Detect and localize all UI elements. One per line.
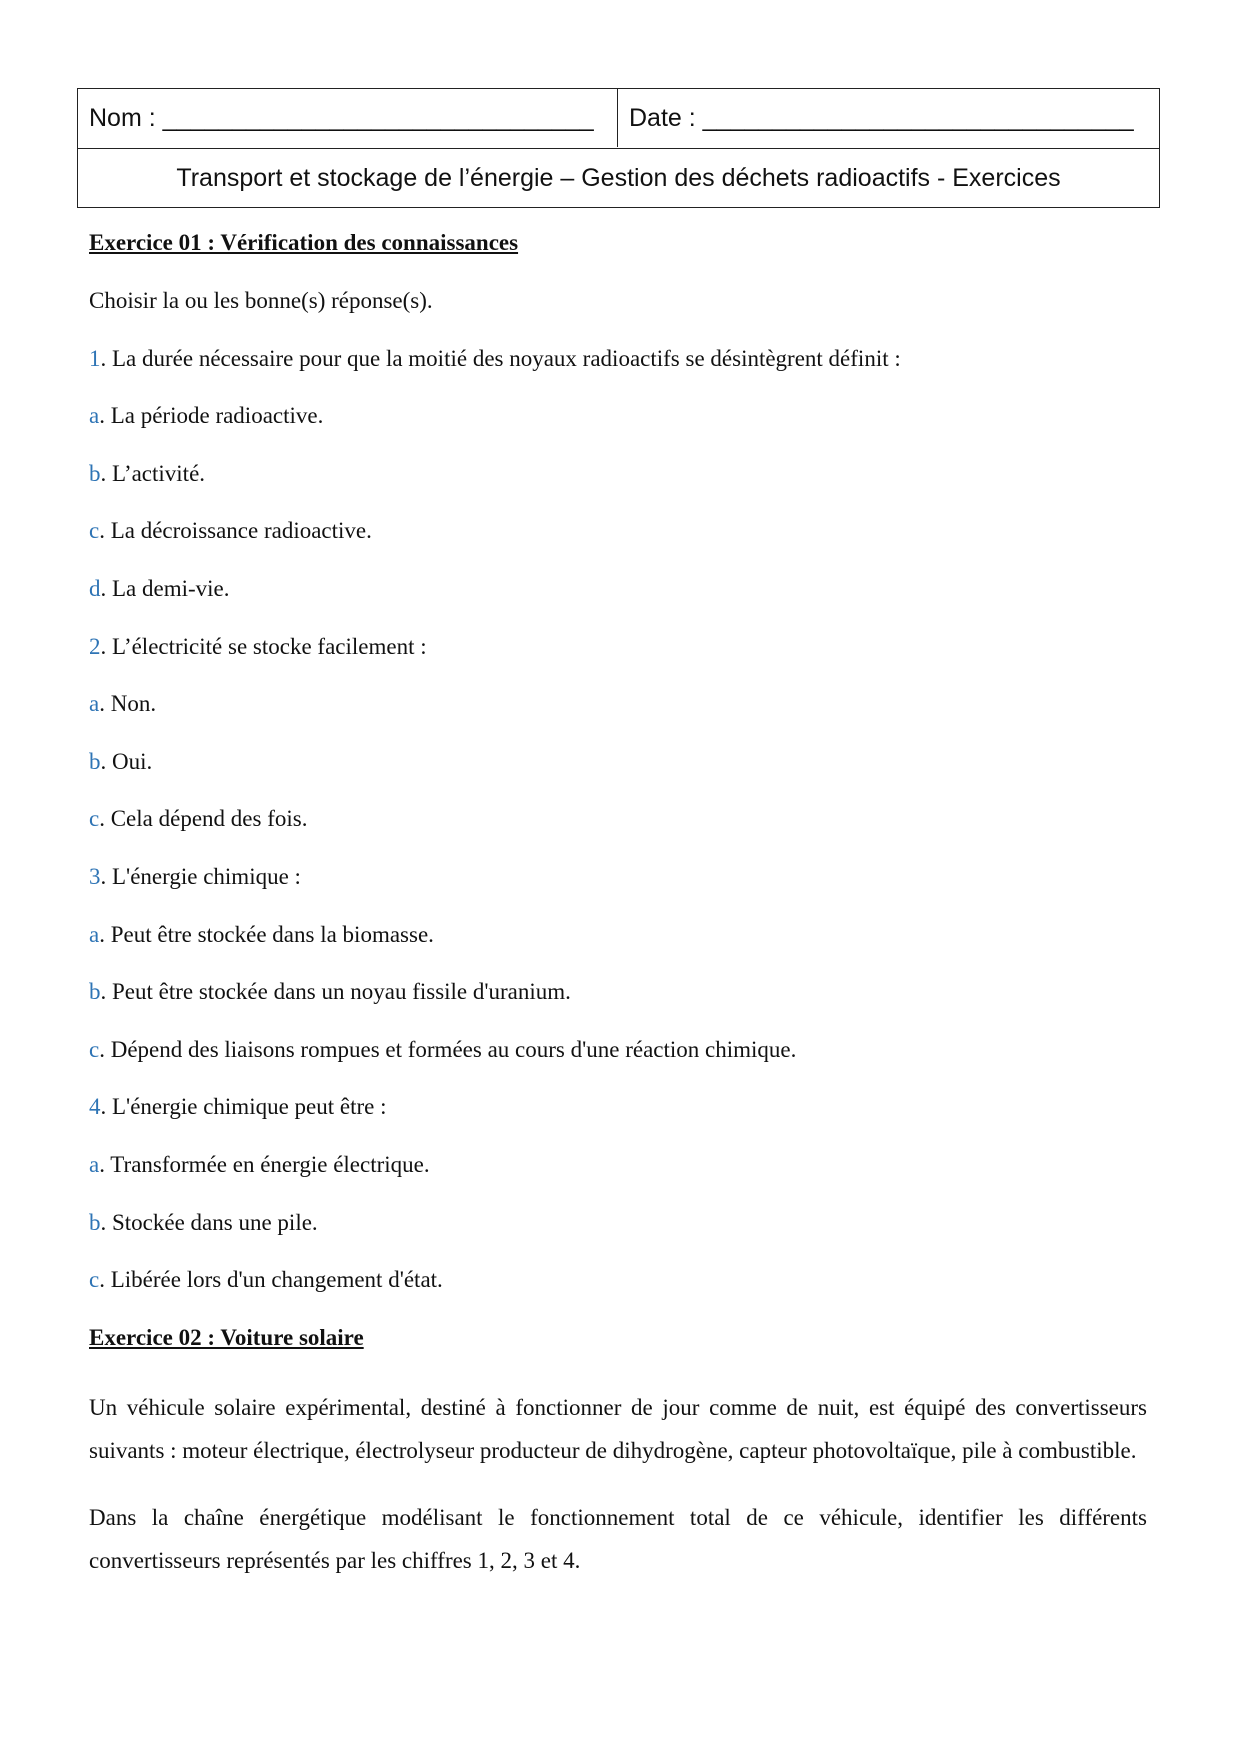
option-letter: c <box>89 806 100 832</box>
exercise2-paragraph-2: Dans la chaîne énergétique modélisant le fonctionnement total de ce véhicule, identifier les différents convertisseurs représentés par les chiffres 1, 2, 3 et 4. <box>89 1505 1147 1574</box>
q3-option-a <box>89 906 1147 964</box>
q4-option-c <box>89 1251 1147 1309</box>
option-letter: b <box>89 460 101 486</box>
option-text: . Oui. <box>100 748 153 774</box>
date-field: Date : _______________________________ <box>629 104 1134 132</box>
exercise1-instruction: Choisir la ou les bonne(s) réponse(s). <box>89 288 433 313</box>
option-text: . La demi-vie. <box>100 575 230 601</box>
option-text: . Peut être stockée dans un noyau fissile d'uranium. <box>100 979 571 1005</box>
q4-option-a <box>89 1136 1147 1194</box>
header-row-identity <box>78 89 1159 149</box>
option-letter: c <box>89 1036 100 1062</box>
option-letter: b <box>89 748 101 774</box>
option-letter: d <box>89 575 101 601</box>
question-number: 3 <box>89 863 101 889</box>
worksheet-content <box>89 228 1147 1582</box>
question-number: 2 <box>89 633 101 659</box>
question-4 <box>89 1078 1147 1136</box>
question-text: . L'énergie chimique : <box>100 863 301 889</box>
option-text: . L’activité. <box>100 460 206 486</box>
option-letter: a <box>89 691 100 717</box>
option-text: . Peut être stockée dans la biomasse. <box>99 921 434 947</box>
question-2 <box>89 618 1147 676</box>
option-text: . Transformée en énergie électrique. <box>99 1151 430 1177</box>
question-text: . La durée nécessaire pour que la moitié des noyaux radioactifs se désintègrent définit : <box>100 345 901 371</box>
option-letter: a <box>89 1151 100 1177</box>
question-3 <box>89 848 1147 906</box>
q4-option-b <box>89 1194 1147 1252</box>
option-text: . Stockée dans une pile. <box>100 1209 318 1235</box>
header-table <box>77 88 1160 208</box>
question-text: . L’électricité se stocke facilement : <box>100 633 427 659</box>
q1-option-a <box>89 387 1147 445</box>
exercise1-title: Exercice 01 : Vérification des connaissances <box>89 230 519 255</box>
question-number: 1 <box>89 345 101 371</box>
option-letter: a <box>89 403 100 429</box>
option-letter: c <box>89 518 100 544</box>
question-1 <box>89 330 1147 388</box>
option-text: . Cela dépend des fois. <box>99 806 308 832</box>
name-field: Nom : _______________________________ <box>78 89 618 147</box>
q3-option-c <box>89 1021 1147 1079</box>
q2-option-a <box>89 675 1147 733</box>
q2-option-c <box>89 790 1147 848</box>
q1-option-b <box>89 445 1147 503</box>
option-letter: a <box>89 921 100 947</box>
q2-option-b <box>89 733 1147 791</box>
option-text: . Libérée lors d'un changement d'état. <box>99 1267 443 1293</box>
q3-option-b <box>89 963 1147 1021</box>
worksheet-title: Transport et stockage de l’énergie – Gestion des déchets radioactifs - Exercices <box>176 164 1061 192</box>
question-text: . L'énergie chimique peut être : <box>100 1094 387 1120</box>
option-text: . La période radioactive. <box>99 403 324 429</box>
question-number: 4 <box>89 1094 101 1120</box>
option-text: . Non. <box>99 691 157 717</box>
option-letter: c <box>89 1267 100 1293</box>
option-text: . Dépend des liaisons rompues et formées au cours d'une réaction chimique. <box>99 1036 797 1062</box>
option-text: . La décroissance radioactive. <box>99 518 372 544</box>
exercise2-title-row <box>89 1309 1147 1367</box>
option-letter: b <box>89 979 101 1005</box>
exercise2-paragraph-1: Un véhicule solaire expérimental, destiné à fonctionner de jour comme de nuit, est équipé des convertisseurs suivants : moteur électrique, électrolyseur producteur de dihydrogène, capteur photovoltaïque, pile à combustible. <box>89 1395 1147 1464</box>
q1-option-d <box>89 560 1147 618</box>
q1-option-c <box>89 502 1147 560</box>
exercise2-title: Exercice 02 : Voiture solaire <box>89 1324 364 1350</box>
option-letter: b <box>89 1209 101 1235</box>
